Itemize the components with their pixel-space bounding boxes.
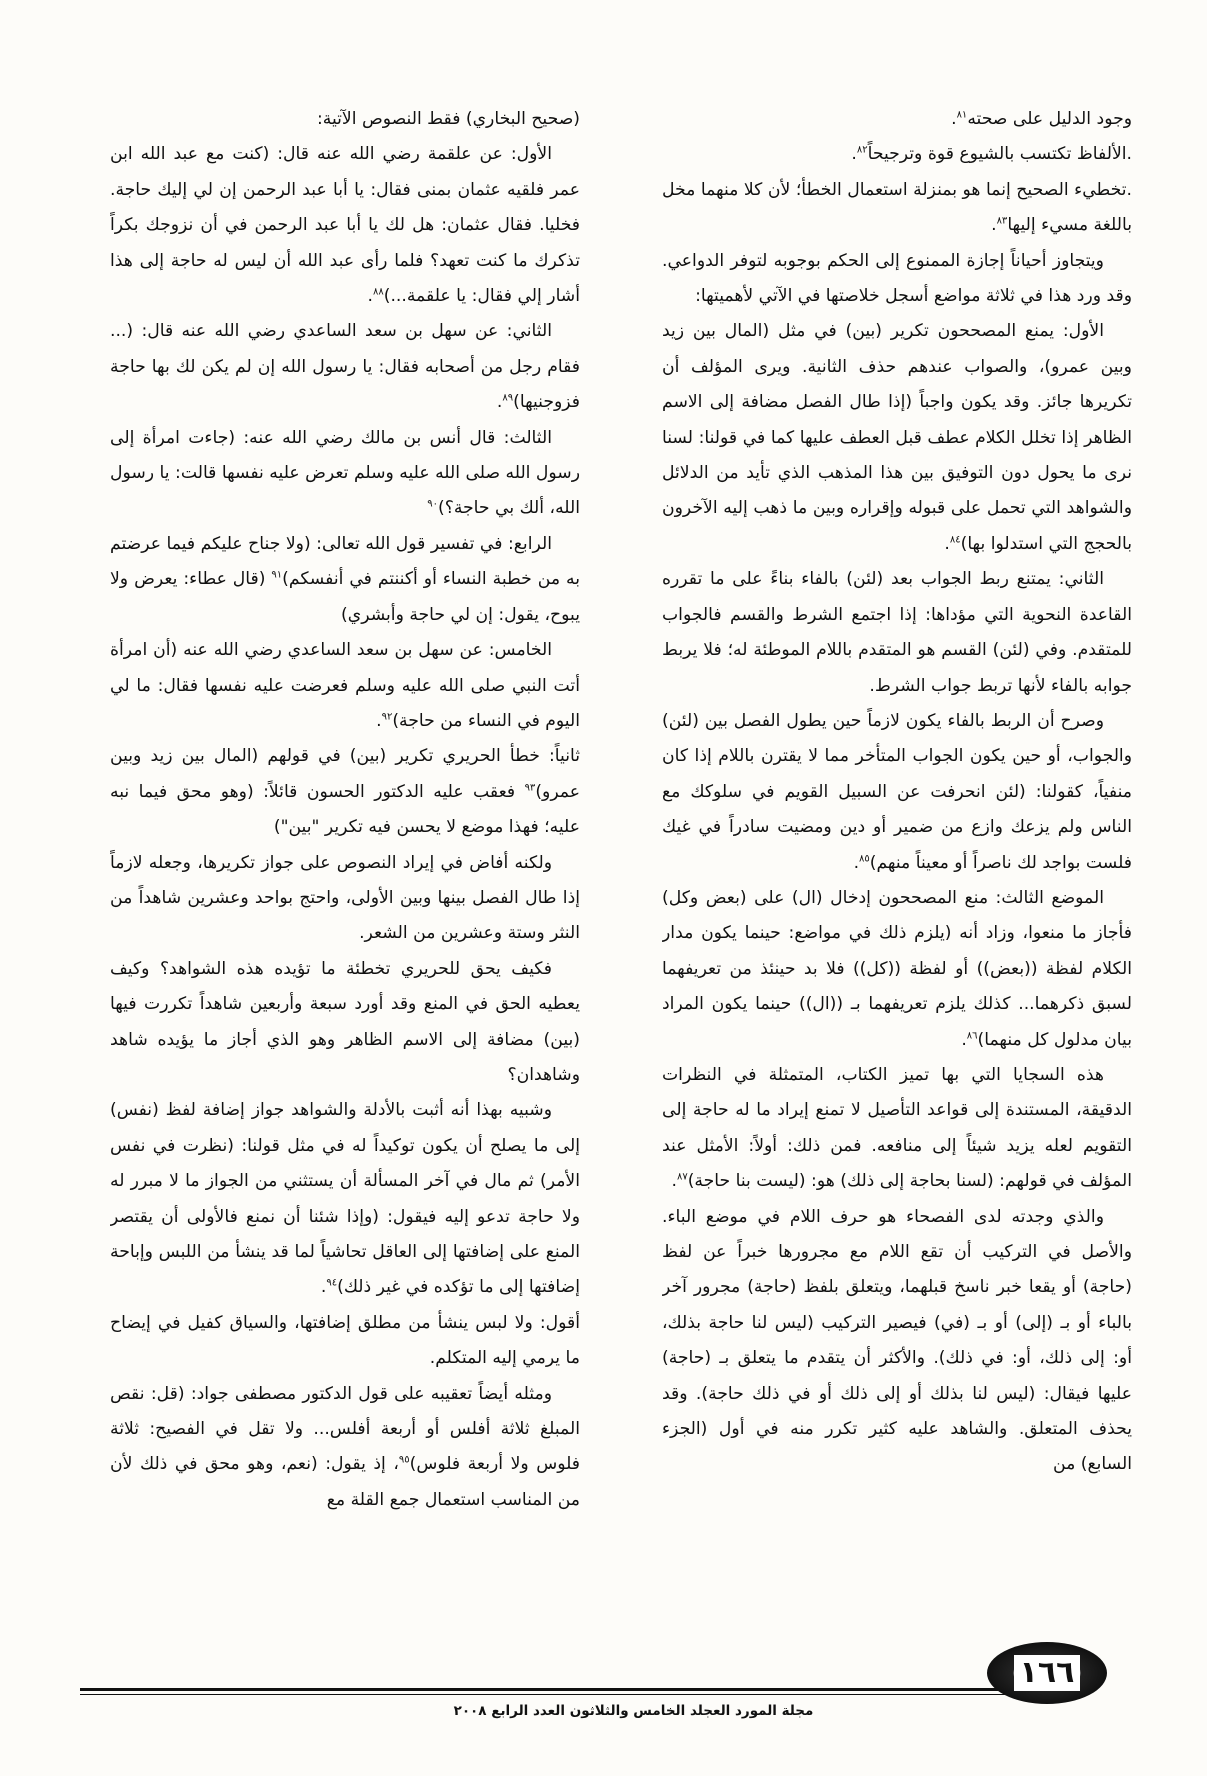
paragraph-text: ومثله أيضاً تعقيبه على قول الدكتور مصطفى جواد: (قل: نقص المبلغ ثلاثة أفلس أو أربعة أفلس... ولا تقل في الفصيح: ثلاثة فلوس ولا أربعة فلوس) — [110, 1383, 580, 1475]
footnote-reference: ٨٩ — [502, 392, 514, 404]
paragraph — [110, 527, 580, 633]
footnote-reference: ٩٥ — [398, 1454, 410, 1466]
paragraph-text: الأول: عن علقمة رضي الله عنه قال: (كنت مع عبد الله ابن عمر فلقيه عثمان بمنى فقال: يا أبا عبد الرحمن إن لي إليك حاجة. فخليا. فقال عثمان: هل لك يا أبا عبد الرحمن في أن نزوجك بكراً تذكرك ما كنت تعهد؟ فلما رأى عبد الله أن ليس له حاجة إلى هذا أشار إلي فقال: يا علقمة...) — [110, 144, 580, 307]
footnote-reference: ٨٣ — [996, 215, 1008, 227]
paragraph-text: وصرح أن الربط بالفاء يكون لازماً حين يطول الفصل بين (لئن) والجواب، أو حين يكون الجواب المتأخر مما لا يقترن باللام إذا كان منفياً، كقولنا: (لئن انحرفت عن السبيل القويم في سلوكك مع الناس ولم يزعك وازع من ضمير أو دين ومضيت سادراً في غيك فلست بواجد لك ناصراً أو معيناً منهم) — [662, 710, 1132, 873]
paragraph-text: ويتجاوز أحياناً إجازة الممنوع إلى الحكم بوجوبه لتوفر الدواعي. وقد ورد هذا في ثلاثة مواضع أسجل خلاصتها في الآتي لأهميتها: — [662, 250, 1132, 307]
paragraph — [110, 739, 580, 845]
paragraph-text: هذه السجايا التي بها تميز الكتاب، المتمثلة في النظرات الدقيقة، المستندة إلى قواعد التأصيل لا تمنع إيراد ما له حاجة إلى التقويم لعله يزيد شيئاً إلى منافعه. فمن ذلك: أولاً: الأمثل عند المؤلف في قولهم: (لسنا بحاجة إلى ذلك) هو: (ليست بنا حاجة) — [662, 1064, 1132, 1192]
paragraph-tail: . — [367, 286, 373, 307]
paragraph — [110, 846, 580, 952]
footnote-reference: ٩٢ — [381, 711, 393, 723]
paragraph — [110, 1306, 580, 1377]
footnote-reference: ٩١ — [271, 569, 283, 581]
page-number: ١٦٦ — [1014, 1655, 1081, 1691]
paragraph-tail: ، إذ يقول: (نعم، وهو محق في ذلك لأن من المناسب استعمال جمع القلة مع — [110, 1454, 580, 1510]
paragraph — [110, 102, 580, 137]
paragraph-text: الثاني: يمتنع ربط الجواب بعد (لئن) بالفاء بناءً على ما تقرره القاعدة النحوية التي مؤداها: إذا اجتمع الشرط والقسم فالجواب للمتقدم. وفي (لئن) القسم هو المتقدم باللام الموطئة له؛ فلا يربط جوابه بالفاء لأنها تربط جواب الشرط. — [662, 569, 1132, 696]
right-column — [662, 102, 1132, 1642]
paragraph-text: الموضع الثالث: منع المصححون إدخال (ال) على (بعض وكل) فأجاز ما منعوا، وزاد أنه (يلزم ذلك في مواضع: حينما يكون مدار الكلام لفظة ((بعض)) أو لفظة ((كل)) فلا بد حينئذ من تعريفهما لسبق ذكرهما... كذلك يلزم تعريفهما بـ ((ال)) حينما يكون المراد بيان مدلول كل منهما) — [662, 887, 1132, 1050]
footer-rule — [80, 1688, 1027, 1691]
paragraph — [110, 314, 580, 420]
paragraph-text: وشبيه بهذا أنه أثبت بالأدلة والشواهد جواز إضافة لفظ (نفس) إلى ما يصلح أن يكون توكيداً له في مثل قولنا: (نظرت في نفس الأمر) ثم مال في آخر المسألة أن يستثني من الجواز ما لا مبرر له ولا حاجة تدعو إليه فيقول: (وإذا شئنا أن نمنع فالأولى أن يقتصر المنع على إضافتها إلى العاقل تحاشياً لما قد ينشأ من اللبس وإباحة إضافتها إلى ما تؤكده في غير ذلك) — [110, 1100, 580, 1298]
paragraph — [662, 102, 1132, 137]
paragraph — [662, 881, 1132, 1058]
footnote-reference: ٨٦ — [966, 1029, 978, 1041]
paragraph — [662, 704, 1132, 881]
footnote-reference: ٨١ — [956, 109, 968, 121]
paragraph — [110, 137, 580, 314]
paragraph-tail: . — [951, 109, 957, 129]
paragraph — [110, 633, 580, 739]
paragraph — [662, 244, 1132, 315]
page-number-badge — [987, 1642, 1107, 1704]
footnote-reference: ٨٤ — [949, 534, 961, 546]
paragraph-tail: . — [376, 710, 382, 731]
paragraph — [110, 421, 580, 527]
footnote-reference: ٩٠ — [427, 498, 438, 510]
paragraph — [110, 952, 580, 1094]
paragraph — [662, 137, 1132, 172]
paragraph-text: الأول: يمنع المصححون تكرير (بين) في مثل (المال بين زيد وبين عمرو)، والصواب عندهم حذف الثانية. ويرى المؤلف أن تكريرها جائز. وقد يكون واجباً (إذا طال الفصل مضافة إلى الاسم الظاهر إذا تخلل الكلام عطف قبل العطف عليها كما في قولنا: لسنا نرى ما يحول دون التوفيق بين هذا المذهب الذي تأيد من الدلائل والشواهد التي تحمل على قبوله وإقراره وبين ما ذهب إليه الآخرون بالحجج التي استدلوا بها) — [662, 321, 1132, 554]
paragraph — [110, 1093, 580, 1305]
left-column — [110, 102, 580, 1642]
journal-citation: مجلة المورد العجلد الخامس والثلاثون العدد الرابع ٢٠٠٨ — [453, 1703, 814, 1719]
paragraph — [662, 314, 1132, 562]
footnote-reference: ٨٢ — [856, 144, 868, 156]
paragraph-tail: . — [320, 1277, 327, 1298]
paragraph-text: ثانياً: خطأ الحريري تكرير (بين) في قولهم (المال بين زيد وبين عمرو) — [110, 746, 580, 802]
paragraph — [662, 1200, 1132, 1483]
paragraph-text: (صحيح البخاري) فقط النصوص الآتية: — [316, 109, 580, 129]
paragraph-text: الثالث: قال أنس بن مالك رضي الله عنه: (جاءت امرأة إلى رسول الله صلى الله عليه وسلم تعرض عليه نفسها قالت: يا رسول الله، ألك بي حاجة؟) — [110, 427, 580, 519]
paragraph-tail: فعقب عليه الدكتور الحسون قائلاً: (وهو محق فيما نبه عليه؛ فهذا موضع لا يحسن فيه تكرير "بين") — [110, 781, 580, 838]
paragraph-text: ولكنه أفاض في إيراد النصوص على جواز تكريرها، وجعله لازماً إذا طال الفصل بينها وبين الأولى، واحتج بواحد وعشرين شاهداً من النثر وستة وعشرين من الشعر. — [110, 852, 580, 944]
paragraph-text: الخامس: عن سهل بن سعد الساعدي رضي الله عنه (أن امرأة أتت النبي صلى الله عليه وسلم فعرضت عليه نفسها فقال: ما لي اليوم في النساء من حاجة) — [110, 640, 580, 731]
paragraph-text: .تخطيء الصحيح إنما هو بمنزلة استعمال الخطأ؛ لأن كلا منهما مخل باللغة مسيء إليها — [662, 179, 1132, 236]
paragraph — [662, 1058, 1132, 1200]
paragraph-text: والذي وجدته لدى الفصحاء هو حرف اللام في موضع الباء. والأصل في التركيب أن تقع اللام مع مجرورها خبراً عن لفظ (حاجة) أو يقعا خبر ناسخ قبلهما، ويتعلق بلفظ (حاجة) مجرور آخر بالباء أو بـ (إلى) أو بـ (في) فيصير التركيب (ليس لنا حاجة بذلك، أو: إلى ذلك، أو: في ذلك). والأكثر أن يتقدم ما يتعلق بـ (حاجة) عليها فيقال: (ليس لنا بذلك أو إلى ذلك أو في ذلك حاجة). وقد يحذف المتعلق. والشاهد عليه كثير تكرر منه في أول (الجزء السابع) من — [662, 1206, 1132, 1475]
footnote-reference: ٩٤ — [326, 1277, 338, 1289]
paragraph-text: فكيف يحق للحريري تخطئة ما تؤيده هذه الشواهد؟ وكيف يعطيه الحق في المنع وقد أورد سبعة وأربعين شاهداً تكررت فيها (بين) مضافة إلى الاسم الظاهر وهو الذي أجاز ما يؤيده شاهد وشاهدان؟ — [110, 958, 580, 1085]
paragraph-tail: . — [851, 144, 857, 165]
footnote-reference: ٨٧ — [676, 1171, 688, 1183]
paragraph — [662, 173, 1132, 244]
paragraph-tail: . — [961, 1029, 967, 1050]
paragraph — [110, 1377, 580, 1519]
paragraph-tail: (قال عطاء: يعرض ولا يبوح، يقول: إن لي حاجة وأبشري) — [110, 569, 580, 625]
footnote-reference: ٩٣ — [524, 781, 536, 793]
paragraph-text: الرابع: في تفسير قول الله تعالى: (ولا جناح عليكم فيما عرضتم به من خطبة النساء أو أكننتم في أنفسكم) — [110, 533, 580, 590]
paragraph-text: الثاني: عن سهل بن سعد الساعدي رضي الله عنه قال: (... فقام رجل من أصحابه فقال: يا رسول الله إن لم يكن لك بها حاجة فزوجنيها) — [110, 321, 580, 413]
paragraph-text: أقول: ولا لبس ينشأ من مطلق إضافتها، والسياق كفيل في إيضاح ما يرمي إليه المتكلم. — [110, 1312, 580, 1369]
paragraph-text: وجود الدليل على صحته — [967, 109, 1132, 129]
paragraph-tail: . — [671, 1171, 677, 1192]
footnote-reference: ٨٥ — [859, 852, 870, 864]
paragraph-tail: . — [853, 852, 860, 873]
paragraph — [662, 562, 1132, 704]
paragraph-tail: . — [991, 215, 997, 236]
paragraph-tail: . — [496, 392, 503, 413]
paragraph-tail: . — [944, 533, 950, 554]
footnote-reference: ٨٨ — [373, 286, 384, 298]
footer-rule-thin — [80, 1694, 1027, 1695]
paragraph-text: .الألفاظ تكتسب بالشيوع قوة وترجيحاً — [867, 144, 1132, 165]
